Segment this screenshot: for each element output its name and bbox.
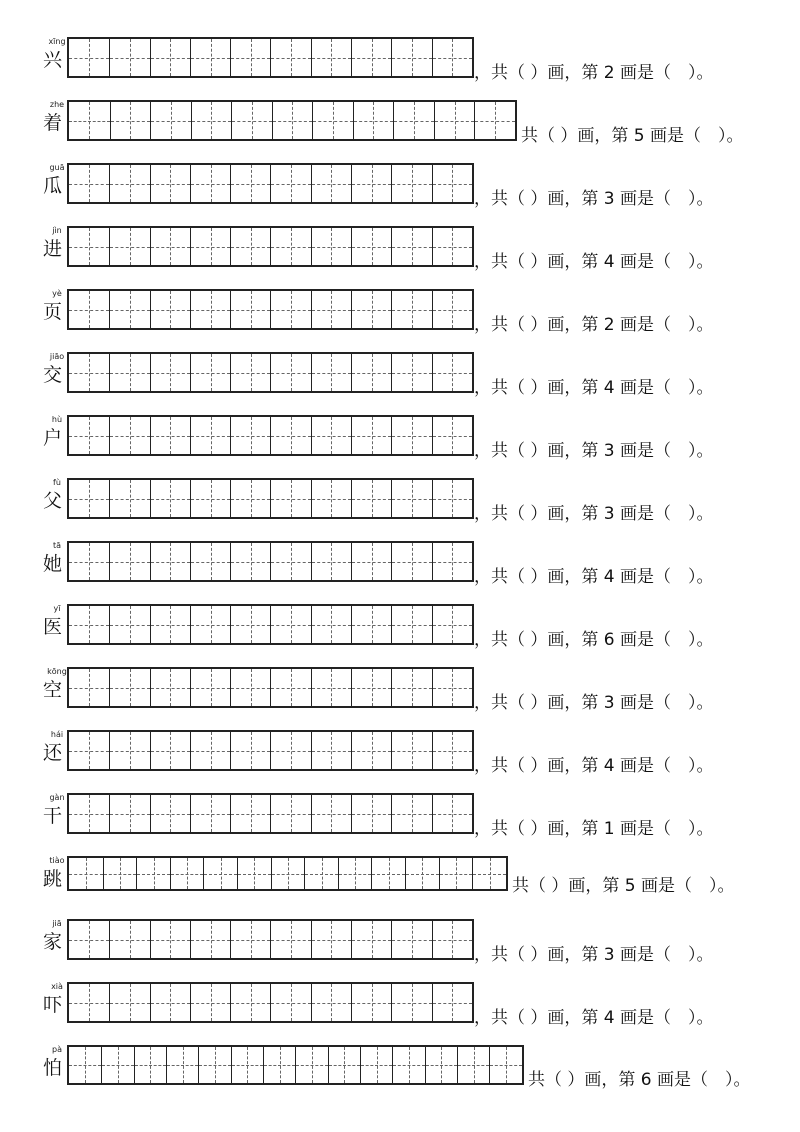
writing-cell[interactable] [150,669,190,706]
pinyin-label: pà [52,1045,62,1054]
writing-cell[interactable] [230,228,270,265]
writing-cell[interactable] [270,606,310,643]
writing-cell[interactable] [270,165,310,202]
writing-cell[interactable] [338,858,372,889]
writing-cell[interactable] [351,291,391,328]
writing-grid [67,37,474,78]
writing-cell[interactable] [190,417,230,454]
writing-cell[interactable] [150,795,190,832]
writing-cell[interactable] [391,165,431,202]
writing-cell[interactable] [109,606,149,643]
exercise-row [0,793,800,841]
exercise-row [0,478,800,526]
writing-cell[interactable] [392,1047,424,1083]
writing-cell[interactable] [190,669,230,706]
writing-cell[interactable] [311,543,351,580]
writing-cell[interactable] [150,543,190,580]
writing-cell[interactable] [69,417,109,454]
writing-cell[interactable] [270,39,310,76]
writing-cell[interactable] [190,354,230,391]
writing-cell[interactable] [230,480,270,517]
pinyin-label: tiào [49,856,65,865]
writing-grid [67,919,474,960]
writing-cell[interactable] [150,165,190,202]
exercise-row [0,730,800,778]
stroke-question: 共（ ）画，第 5 画是（ ）。 [512,876,735,896]
writing-cell[interactable] [351,984,391,1021]
writing-cell[interactable] [351,480,391,517]
writing-cell[interactable] [166,1047,198,1083]
writing-cell[interactable] [150,102,191,139]
writing-grid [67,289,474,330]
writing-cell[interactable] [270,732,310,769]
character-label: 空 [43,679,63,701]
writing-cell[interactable] [391,354,431,391]
writing-cell[interactable] [230,795,270,832]
writing-cell[interactable] [432,354,472,391]
stroke-question: ，共（ ）画，第 4 画是（ ）。 [474,378,714,398]
writing-cell[interactable] [230,291,270,328]
writing-cell[interactable] [432,606,472,643]
writing-cell[interactable] [371,858,405,889]
writing-cell[interactable] [231,1047,263,1083]
character-label: 干 [43,805,63,827]
exercise-row [0,856,800,904]
pinyin-label: tā [52,541,62,550]
writing-cell[interactable] [190,795,230,832]
writing-cell[interactable] [328,1047,360,1083]
writing-cell[interactable] [472,858,506,889]
writing-cell[interactable] [432,417,472,454]
writing-cell[interactable] [69,858,103,889]
writing-cell[interactable] [351,228,391,265]
pinyin-label: jiāo [49,352,65,361]
pinyin-label: kōng [47,667,67,676]
writing-cell[interactable] [150,354,190,391]
writing-cell[interactable] [69,795,109,832]
writing-grid [67,604,474,645]
exercise-row [0,667,800,715]
writing-cell[interactable] [304,858,338,889]
stroke-question: ，共（ ）画，第 2 画是（ ）。 [474,63,714,83]
writing-cell[interactable] [311,39,351,76]
writing-cell[interactable] [263,1047,295,1083]
writing-cell[interactable] [474,102,515,139]
character-label: 瓜 [43,175,63,197]
writing-cell[interactable] [69,606,109,643]
writing-cell[interactable] [109,39,149,76]
writing-grid [67,1045,524,1085]
writing-cell[interactable] [432,165,472,202]
writing-cell[interactable] [311,228,351,265]
exercise-row [0,100,800,148]
writing-cell[interactable] [391,669,431,706]
pinyin-label: hù [51,415,63,424]
writing-cell[interactable] [230,669,270,706]
writing-grid [67,352,474,393]
writing-cell[interactable] [270,921,310,958]
writing-cell[interactable] [190,984,230,1021]
writing-cell[interactable] [272,102,313,139]
writing-cell[interactable] [351,606,391,643]
writing-grid [67,163,474,204]
writing-cell[interactable] [270,543,310,580]
writing-cell[interactable] [109,480,149,517]
pinyin-label: guā [49,163,65,172]
writing-cell[interactable] [432,480,472,517]
writing-cell[interactable] [311,291,351,328]
writing-cell[interactable] [432,921,472,958]
writing-cell[interactable] [391,795,431,832]
writing-cell[interactable] [69,1047,101,1083]
character-label: 她 [43,553,63,575]
writing-grid [67,226,474,267]
writing-cell[interactable] [311,669,351,706]
character-label: 兴 [43,49,63,71]
writing-cell[interactable] [150,921,190,958]
writing-cell[interactable] [434,102,475,139]
writing-grid [67,667,474,708]
stroke-question: 共（ ）画，第 6 画是（ ）。 [528,1070,751,1090]
writing-cell[interactable] [270,291,310,328]
writing-cell[interactable] [110,102,151,139]
character-label: 交 [43,364,63,386]
exercise-row [0,37,800,85]
writing-cell[interactable] [109,228,149,265]
exercise-row [0,541,800,589]
writing-cell[interactable] [170,858,204,889]
exercise-row [0,352,800,400]
writing-cell[interactable] [391,291,431,328]
writing-cell[interactable] [311,480,351,517]
writing-grid [67,100,517,141]
writing-cell[interactable] [109,543,149,580]
writing-cell[interactable] [191,102,232,139]
writing-cell[interactable] [391,543,431,580]
pinyin-label: hái [50,730,64,739]
writing-cell[interactable] [270,669,310,706]
writing-cell[interactable] [457,1047,489,1083]
exercise-row [0,289,800,337]
writing-cell[interactable] [203,858,237,889]
stroke-question: ，共（ ）画，第 4 画是（ ）。 [474,567,714,587]
writing-cell[interactable] [109,921,149,958]
writing-cell[interactable] [150,480,190,517]
stroke-question: ，共（ ）画，第 3 画是（ ）。 [474,693,714,713]
writing-grid [67,856,508,891]
writing-cell[interactable] [109,984,149,1021]
writing-cell[interactable] [432,732,472,769]
writing-cell[interactable] [150,39,190,76]
writing-cell[interactable] [69,984,109,1021]
writing-cell[interactable] [271,858,305,889]
exercise-row [0,1045,800,1093]
writing-cell[interactable] [351,165,391,202]
character-label: 家 [43,931,63,953]
writing-cell[interactable] [190,480,230,517]
writing-cell[interactable] [270,795,310,832]
writing-cell[interactable] [432,228,472,265]
writing-cell[interactable] [432,543,472,580]
writing-cell[interactable] [69,354,109,391]
writing-cell[interactable] [432,984,472,1021]
character-label: 着 [43,112,63,134]
writing-cell[interactable] [311,417,351,454]
exercise-row [0,226,800,274]
writing-cell[interactable] [198,1047,230,1083]
writing-cell[interactable] [69,39,109,76]
writing-cell[interactable] [150,291,190,328]
stroke-question: 共（ ）画，第 5 画是（ ）。 [521,126,744,146]
writing-cell[interactable] [190,291,230,328]
stroke-question: ，共（ ）画，第 6 画是（ ）。 [474,630,714,650]
writing-cell[interactable] [190,732,230,769]
writing-cell[interactable] [391,417,431,454]
writing-cell[interactable] [109,795,149,832]
writing-cell[interactable] [351,669,391,706]
exercise-row [0,919,800,967]
writing-cell[interactable] [391,921,431,958]
pinyin-label: gàn [49,793,65,802]
exercise-row [0,982,800,1030]
pinyin-label: zhe [49,100,65,109]
writing-cell[interactable] [190,39,230,76]
exercise-row [0,415,800,463]
writing-cell[interactable] [230,732,270,769]
writing-cell[interactable] [295,1047,327,1083]
writing-cell[interactable] [391,606,431,643]
stroke-question: ，共（ ）画，第 4 画是（ ）。 [474,1008,714,1028]
writing-cell[interactable] [432,39,472,76]
writing-cell[interactable] [103,858,137,889]
pinyin-label: xià [51,982,63,991]
writing-cell[interactable] [69,732,109,769]
writing-cell[interactable] [351,417,391,454]
writing-cell[interactable] [150,732,190,769]
writing-cell[interactable] [230,39,270,76]
writing-cell[interactable] [489,1047,521,1083]
writing-cell[interactable] [351,354,391,391]
writing-cell[interactable] [190,921,230,958]
writing-cell[interactable] [391,984,431,1021]
character-label: 户 [43,427,63,449]
writing-cell[interactable] [69,543,109,580]
writing-cell[interactable] [69,291,109,328]
writing-cell[interactable] [391,228,431,265]
writing-cell[interactable] [134,1047,166,1083]
writing-grid [67,793,474,834]
writing-cell[interactable] [311,921,351,958]
stroke-question: ，共（ ）画，第 3 画是（ ）。 [474,189,714,209]
writing-cell[interactable] [425,1047,457,1083]
character-label: 父 [43,490,63,512]
writing-cell[interactable] [69,165,109,202]
writing-cell[interactable] [69,480,109,517]
writing-cell[interactable] [237,858,271,889]
stroke-question: ，共（ ）画，第 4 画是（ ）。 [474,252,714,272]
writing-grid [67,730,474,771]
writing-cell[interactable] [432,669,472,706]
writing-cell[interactable] [69,228,109,265]
writing-cell[interactable] [311,795,351,832]
writing-cell[interactable] [230,921,270,958]
writing-cell[interactable] [311,165,351,202]
writing-cell[interactable] [270,354,310,391]
writing-cell[interactable] [270,984,310,1021]
writing-cell[interactable] [230,543,270,580]
exercise-row [0,604,800,652]
character-label: 跳 [43,868,63,890]
writing-cell[interactable] [230,354,270,391]
writing-cell[interactable] [439,858,473,889]
writing-cell[interactable] [405,858,439,889]
writing-cell[interactable] [231,102,272,139]
writing-grid [67,982,474,1023]
character-label: 怕 [43,1057,63,1079]
character-label: 还 [43,742,63,764]
writing-cell[interactable] [360,1047,392,1083]
writing-cell[interactable] [230,984,270,1021]
writing-cell[interactable] [353,102,394,139]
writing-cell[interactable] [190,543,230,580]
writing-cell[interactable] [351,39,391,76]
stroke-question: ，共（ ）画，第 3 画是（ ）。 [474,945,714,965]
writing-cell[interactable] [391,39,431,76]
writing-cell[interactable] [351,543,391,580]
stroke-question: ，共（ ）画，第 4 画是（ ）。 [474,756,714,776]
writing-cell[interactable] [311,606,351,643]
writing-cell[interactable] [230,417,270,454]
pinyin-label: jìn [52,226,62,235]
pinyin-label: yī [53,604,61,613]
writing-cell[interactable] [432,291,472,328]
exercise-row [0,163,800,211]
stroke-question: ，共（ ）画，第 3 画是（ ）。 [474,504,714,524]
writing-cell[interactable] [190,165,230,202]
stroke-question: ，共（ ）画，第 2 画是（ ）。 [474,315,714,335]
pinyin-label: xīng [48,37,66,46]
writing-cell[interactable] [109,165,149,202]
writing-cell[interactable] [270,417,310,454]
writing-cell[interactable] [391,732,431,769]
writing-cell[interactable] [432,795,472,832]
writing-cell[interactable] [136,858,170,889]
writing-cell[interactable] [270,480,310,517]
writing-cell[interactable] [150,984,190,1021]
pinyin-label: yè [52,289,62,298]
writing-cell[interactable] [69,669,109,706]
character-label: 吓 [43,994,63,1016]
writing-cell[interactable] [311,354,351,391]
writing-cell[interactable] [311,732,351,769]
writing-cell[interactable] [109,417,149,454]
character-label: 进 [43,238,63,260]
character-label: 页 [43,301,63,323]
writing-cell[interactable] [109,669,149,706]
stroke-question: ，共（ ）画，第 1 画是（ ）。 [474,819,714,839]
writing-cell[interactable] [311,984,351,1021]
writing-cell[interactable] [150,417,190,454]
writing-cell[interactable] [109,354,149,391]
writing-cell[interactable] [270,228,310,265]
writing-cell[interactable] [391,480,431,517]
writing-cell[interactable] [69,921,109,958]
pinyin-label: fù [53,478,61,487]
writing-cell[interactable] [351,732,391,769]
writing-grid [67,541,474,582]
stroke-question: ，共（ ）画，第 3 画是（ ）。 [474,441,714,461]
writing-cell[interactable] [150,228,190,265]
writing-cell[interactable] [150,606,190,643]
writing-cell[interactable] [101,1047,133,1083]
writing-cell[interactable] [190,606,230,643]
writing-cell[interactable] [230,165,270,202]
character-label: 医 [43,616,63,638]
pinyin-label: jiā [52,919,62,928]
writing-cell[interactable] [190,228,230,265]
writing-cell[interactable] [312,102,353,139]
writing-cell[interactable] [351,795,391,832]
writing-cell[interactable] [69,102,110,139]
writing-cell[interactable] [393,102,434,139]
writing-cell[interactable] [230,606,270,643]
writing-cell[interactable] [109,291,149,328]
writing-grid [67,478,474,519]
writing-cell[interactable] [351,921,391,958]
writing-grid [67,415,474,456]
writing-cell[interactable] [109,732,149,769]
